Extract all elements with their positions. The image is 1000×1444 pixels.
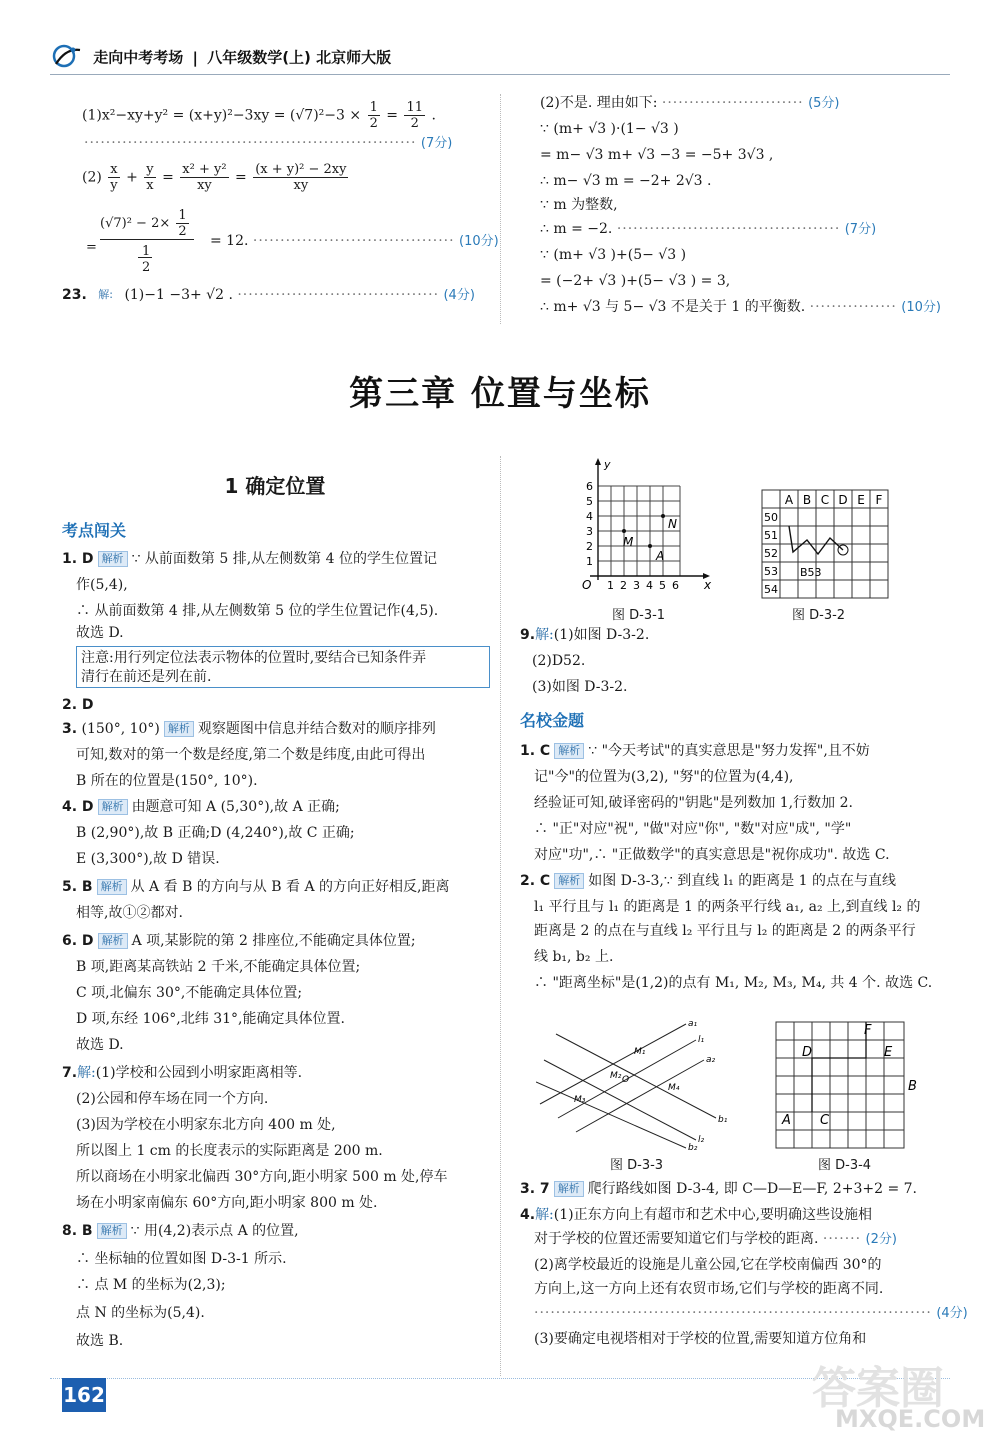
fig1-point-n xyxy=(661,514,665,518)
r-q2-line4: 线 b₁, b₂ 上. xyxy=(534,949,614,965)
subheading-mingxiao: 名校金题 xyxy=(520,711,585,730)
svg-text:a₂: a₂ xyxy=(706,1055,716,1065)
r-q9-line3: (3)如图 D-3-2. xyxy=(532,679,628,695)
fig2-label-b53: B53 xyxy=(800,566,822,579)
svg-text:l₂: l₂ xyxy=(698,1135,705,1145)
r-q1-line1: 1. C 解析 ∵ "今天考试"的真实意思是"努力发挥",且不妨 xyxy=(520,743,870,759)
l-q6-line1: 6. D 解析 A 项,某影院的第 2 排座位,不能确定具体位置; xyxy=(62,933,416,949)
line-a2 xyxy=(576,1060,704,1132)
r-q4-line2: 对于学校的位置还需要知道它们与学校的距离. ······· (2分) xyxy=(534,1231,897,1247)
r-q1-line2: 记"今"的位置为(3,2), "努"的位置为(4,4), xyxy=(534,769,794,785)
l-q8-line4: 点 N 的坐标为(5,4). xyxy=(76,1305,205,1321)
tr-line-6: ∴ m = −2. ········································· (7分) xyxy=(540,221,877,237)
fig1-ytick: 4 xyxy=(586,510,593,523)
tr-line-5: ∵ m 为整数, xyxy=(540,197,618,213)
r-q1-line3: 经验证可知,破译密码的"钥匙"是列数加 1,行数加 2. xyxy=(534,795,853,811)
note-line-1: 注意:用行列定位法表示物体的位置时,要结合已知条件弄 xyxy=(81,650,427,666)
svg-text:O: O xyxy=(622,1075,630,1085)
fig1-xtick: 6 xyxy=(672,579,679,592)
tr-line-4: ∴ m− √3 m = −2+ 2√3 . xyxy=(540,173,712,189)
running-header: 走向中考考场 | 八年级数学(上) 北京师大版 xyxy=(52,44,391,72)
svg-text:M₂: M₂ xyxy=(610,1071,622,1081)
svg-text:M₃: M₃ xyxy=(574,1095,586,1105)
l-q7-line5: 所以商场在小明家北偏西 30°方向,距小明家 500 m 处,停车 xyxy=(76,1169,448,1185)
svg-text:b₂: b₂ xyxy=(688,1143,698,1150)
fig1-xtick: 3 xyxy=(633,579,640,592)
svg-text:C: C xyxy=(820,1113,830,1128)
fig2-col: D xyxy=(838,493,848,507)
r-q9-line2: (2)D52. xyxy=(532,653,586,669)
book-title: 走向中考考场 xyxy=(93,48,184,67)
header-rule xyxy=(50,74,950,75)
fig1-label-a: A xyxy=(656,549,665,563)
fig1-y-label: y xyxy=(604,458,611,471)
svg-text:a₁: a₁ xyxy=(688,1019,698,1029)
book-subtitle: 八年级数学(上) 北京师大版 xyxy=(207,48,392,67)
column-divider xyxy=(500,94,501,324)
fig1-x-ticks xyxy=(607,579,679,592)
l-q7-line6: 场在小明家南偏东 60°方向,距小明家 800 m 处. xyxy=(76,1195,378,1211)
svg-text:M₁: M₁ xyxy=(634,1047,646,1057)
watermark-url: MXQE.COM xyxy=(835,1405,986,1433)
tr-line-1: (2)不是. 理由如下: ·························· (5分) xyxy=(540,95,840,111)
l-q4-line1: 4. D 解析 由题意可知 A (5,30°),故 A 正确; xyxy=(62,799,340,815)
tl-line-3-end: = 12. ····································· (10分) xyxy=(210,233,499,249)
fig2-col: E xyxy=(857,493,865,507)
fig4-caption: 图 D-3-4 xyxy=(818,1158,872,1173)
r-q2-line3: 距离是 2 的点在与直线 l₂ 平行且与 l₂ 的距离是 2 的两条平行 xyxy=(534,923,916,939)
fig1-label-m: M xyxy=(623,535,634,549)
r-q3: 3. 7 解析 爬行路线如图 D-3-4, 即 C—D—E—F, 2+3+2 = 7. xyxy=(520,1181,918,1197)
r-q9-line1: 9.解:(1)如图 D-3-2. xyxy=(520,627,650,643)
book-logo-icon xyxy=(52,44,82,72)
l-q2: 2. D xyxy=(62,697,94,713)
fig2-col: C xyxy=(820,493,830,507)
q23-row: 23. 解: (1)−1 −3+ √2 . ····································· (4分) xyxy=(62,287,475,303)
fig1-xtick: 5 xyxy=(659,579,666,592)
svg-text:A: A xyxy=(782,1113,791,1128)
fig3-caption: 图 D-3-3 xyxy=(610,1158,664,1173)
figure-d-3-4 xyxy=(774,1018,924,1152)
l-q7-line2: (2)公园和停车场在同一个方向. xyxy=(76,1091,269,1107)
fig1-xtick: 1 xyxy=(607,579,614,592)
line-b2 xyxy=(536,1082,686,1148)
l-q4-line3: E (3,300°),故 D 错误. xyxy=(76,851,220,867)
l-q4-line2: B (2,90°),故 B 正确;D (4,240°),故 C 正确; xyxy=(76,825,355,841)
fig1-ytick: 5 xyxy=(586,495,593,508)
l-q8-line2: ∴ 坐标轴的位置如图 D-3-1 所示. xyxy=(76,1251,287,1267)
l-q6-line2: B 项,距离某高铁站 2 千米,不能确定具体位置; xyxy=(76,959,361,975)
l-q3-line1: 3. (150°, 10°) 解析 观察题图中信息并结合数对的顺序排列 xyxy=(62,721,436,737)
l-q1-line1: 1. D 解析 ∵ 从前面数第 5 排,从左侧数第 4 位的学生位置记 xyxy=(62,551,437,567)
r-q2-line1: 2. C 解析 如图 D-3-3,∵ 到直线 l₁ 的距离是 1 的点在与直线 xyxy=(520,873,897,889)
l-q7-line1: 7.解:(1)学校和公园到小明家距离相等. xyxy=(62,1065,303,1081)
l-q8-line1: 8. B 解析 ∵ 用(4,2)表示点 A 的位置, xyxy=(62,1223,299,1239)
fig1-xtick: 2 xyxy=(620,579,627,592)
chapter-title: 第三章 位置与坐标 xyxy=(349,374,651,414)
r-q4-line4: 方向上,这一方向上还有农贸市场,它们与学校的距离不同. xyxy=(534,1281,884,1297)
svg-text:B: B xyxy=(908,1079,917,1094)
svg-text:F: F xyxy=(864,1023,872,1038)
l-q3-line3: B 所在的位置是(150°, 10°). xyxy=(76,773,258,789)
l-q5-line1: 5. B 解析 从 A 看 B 的方向与从 B 看 A 的方向正好相反,距离 xyxy=(62,879,450,895)
watermark: 答案圈 xyxy=(812,1363,944,1414)
r-q1-line4: ∴ "正"对应"祝", "做"对应"你", "数"对应"成", "学" xyxy=(534,821,852,837)
tl-line-1: (1)x²−xy+y² = (x+y)²−3xy = (√7)²−3 × $\frac{1}{2}$ = $\frac{11}{2}$ . xyxy=(82,100,436,131)
r-q4-line6: (3)要确定电视塔相对于学校的位置,需要知道方位角和 xyxy=(534,1331,867,1347)
l-q6-line5: 故选 D. xyxy=(76,1037,124,1053)
svg-text:b₁: b₁ xyxy=(718,1115,728,1125)
fig1-caption: 图 D-3-1 xyxy=(612,608,666,623)
fig4-path xyxy=(812,1022,866,1112)
fig1-point-m xyxy=(622,529,626,533)
svg-text:E: E xyxy=(884,1045,893,1060)
fig2-row: 50 xyxy=(764,511,778,524)
note-box xyxy=(76,646,490,688)
tr-line-3: = m− √3 m+ √3 −3 = −5+ 3√3 , xyxy=(540,147,774,163)
fig2-row: 51 xyxy=(764,529,778,542)
l-q7-line3: (3)因为学校在小明家东北方向 400 m 处, xyxy=(76,1117,336,1133)
fig1-ytick: 2 xyxy=(586,540,593,553)
fig1-ytick: 1 xyxy=(586,555,593,568)
fig1-x-label: x xyxy=(704,578,712,592)
fig2-col: B xyxy=(802,493,812,507)
fig2-caption: 图 D-3-2 xyxy=(792,608,846,623)
tr-line-2: ∵ (m+ √3 )·(1− √3 ) xyxy=(540,121,679,137)
tr-line-9: ∴ m+ √3 与 5− √3 不是关于 1 的平衡数. ················ (10分) xyxy=(540,299,941,315)
svg-text:D: D xyxy=(802,1045,813,1060)
fig2-row: 52 xyxy=(764,547,778,560)
l-q8-line5: 故选 B. xyxy=(76,1333,124,1349)
tr-line-8: = (−2+ √3 )+(5− √3 ) = 3, xyxy=(540,273,731,289)
l-q6-line4: D 项,东经 106°,北纬 31°,能确定具体位置. xyxy=(76,1011,345,1027)
figure-d-3-1 xyxy=(570,456,720,606)
figure-d-3-3 xyxy=(536,1018,736,1150)
fig1-label-n: N xyxy=(668,517,677,531)
note-line-2: 清行在前还是列在前. xyxy=(81,669,212,685)
figure-d-3-2 xyxy=(760,488,895,600)
fig1-ytick: 6 xyxy=(586,480,593,493)
r-q4-line1: 4.解:(1)正东方向上有超市和艺术中心,要明确这些设施相 xyxy=(520,1207,873,1223)
fig2-col: F xyxy=(875,493,883,507)
subheading-kaodian: 考点闯关 xyxy=(62,521,127,540)
fig2-row: 54 xyxy=(764,583,778,596)
l-q1-line2: 作(5,4), xyxy=(76,577,128,593)
l-q5-line2: 相等,故①②都对. xyxy=(76,905,183,921)
l-q8-line3: ∴ 点 M 的坐标为(2,3); xyxy=(76,1277,226,1293)
fig1-point-a xyxy=(648,544,652,548)
l-q7-line4: 所以图上 1 cm 的长度表示的实际距离是 200 m. xyxy=(76,1143,383,1159)
column-divider-lower xyxy=(500,456,501,1376)
r-q4-line5: ········································································· (4分) xyxy=(534,1305,968,1321)
tl-score-7-row: ····························································· (7分) xyxy=(84,135,453,151)
r-q4-line3: (2)离学校最近的设施是儿童公园,它在学校南偏西 30°的 xyxy=(534,1257,882,1273)
svg-text:l₁: l₁ xyxy=(698,1035,705,1045)
fig1-origin: O xyxy=(582,578,592,592)
r-q2-line5: ∴ "距离坐标"是(1,2)的点有 M₁, M₂, M₃, M₄, 共 4 个. 故选 C. xyxy=(534,975,933,991)
r-q2-line2: l₁ 平行且与 l₁ 的距离是 1 的两条平行线 a₁, a₂ 上,到直线 l₂ 的 xyxy=(534,899,921,915)
fig1-y-ticks xyxy=(586,480,593,568)
section-title: 1 确定位置 xyxy=(224,474,326,498)
tr-line-7: ∵ (m+ √3 )+(5− √3 ) xyxy=(540,247,687,263)
fig2-row: 53 xyxy=(764,565,778,578)
r-q1-line5: 对应"功",∴ "正做数学"的真实意思是"祝你成功". 故选 C. xyxy=(534,847,890,863)
score-badge: (7分) xyxy=(420,136,453,151)
fig2-col: A xyxy=(784,493,794,507)
l-q6-line3: C 项,北偏东 30°,不能确定具体位置; xyxy=(76,985,303,1001)
fig1-ytick: 3 xyxy=(586,525,593,538)
l-q1-line4: 故选 D. xyxy=(76,625,124,641)
page-number: 162 xyxy=(62,1378,106,1412)
tl-line-2: (2) $\frac{x}{y}$ + $\frac{y}{x}$ = $\frac{\text{x² + y²}}{xy}$ = $\frac{\text{(x + y)² − 2xy}}{xy}$ xyxy=(82,162,347,193)
fig1-xtick: 4 xyxy=(646,579,653,592)
l-q1-line3: ∴ 从前面数第 4 排,从左侧数第 5 位的学生位置记作(4,5). xyxy=(76,603,439,619)
jiexi-tag: 解析 xyxy=(98,551,128,567)
l-q3-line2: 可知,数对的第一个数是经度,第二个数是纬度,由此可得出 xyxy=(76,747,426,763)
svg-text:M₄: M₄ xyxy=(668,1083,680,1093)
